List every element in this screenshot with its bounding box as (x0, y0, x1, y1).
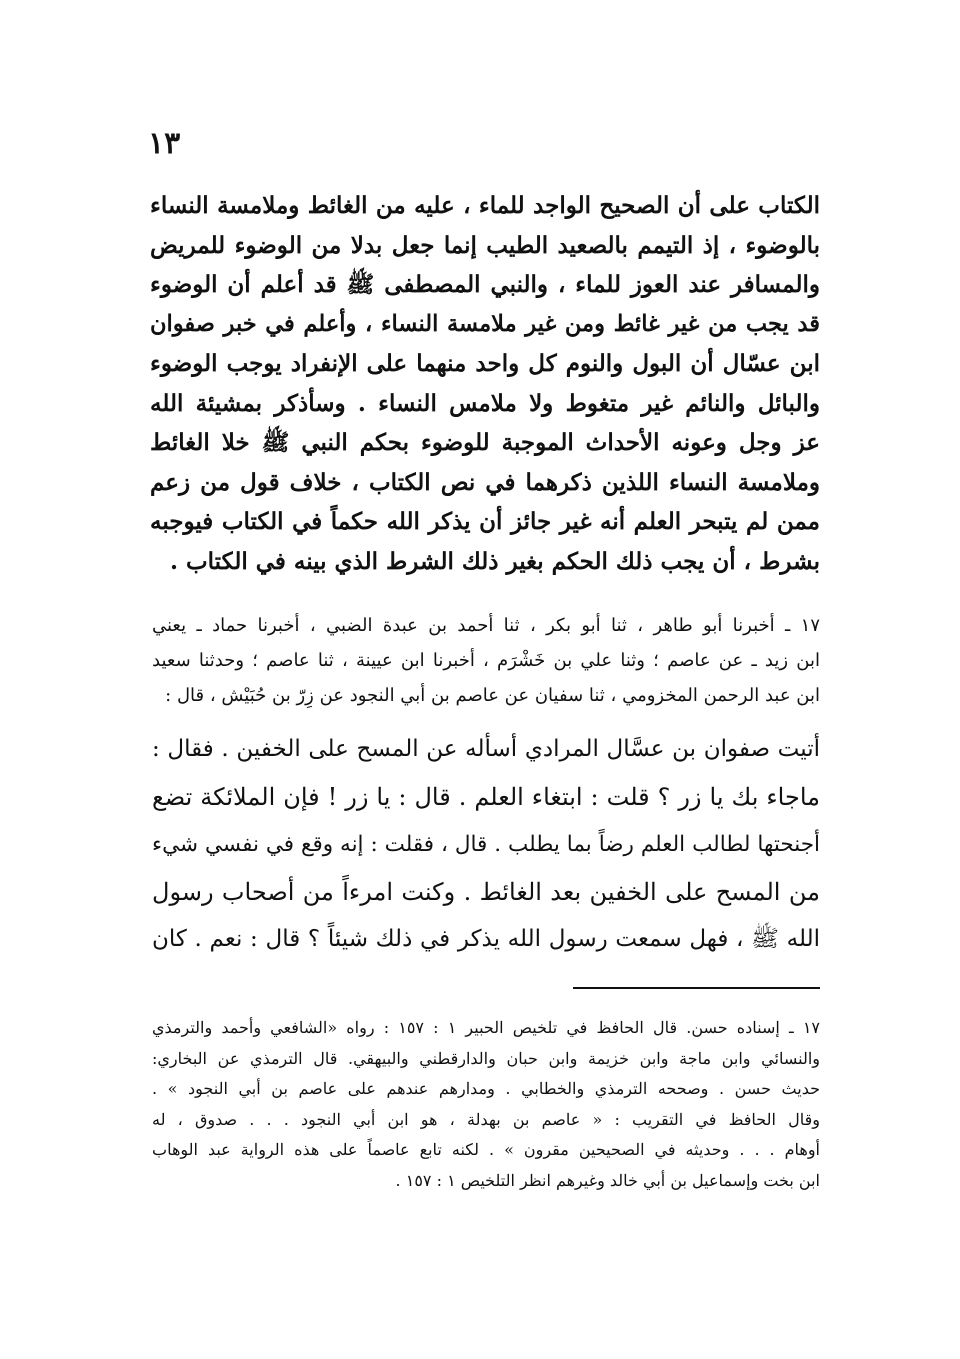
main-line: وملامسة النساء اللذين ذكرهما في نص الكتاب ، خلاف قول من زعم (150, 468, 820, 496)
footnote-line: أوهام . . . وحديثه في الصحيحين مقرون » . لكنه تابع عاصماً على هذه الرواية عبد الوهاب (152, 1140, 820, 1159)
hadith-isnad (152, 608, 820, 713)
hadith-line: أجنحتها لطالب العلم رضاً بما يطلب . قال ، فقلت : إنه وقع في نفسي شيء (152, 832, 820, 857)
isnad-line: ابن زيد ـ عن عاصم ؛ وثنا علي بن خَشْرَم ، أخبرنا ابن عيينة ، ثنا عاصم ؛ وحدثنا سعيد (152, 650, 820, 671)
footnote-line: وقال الحافظ في التقريب : « عاصم بن بهدلة ، هو ابن أبي النجود . . . صدوق ، له (152, 1109, 820, 1129)
footnote-line: حديث حسن . وصححه الترمذي والخطابي . ومدارهم عندهم على عاصم بن أبي النجود » . (152, 1079, 820, 1098)
isnad-line: ابن عبد الرحمن المخزومي ، ثنا سفيان عن عاصم بن أبي النجود عن زِرّ بن حُبَيْش ، قال : (165, 685, 820, 706)
footnote-separator (573, 987, 820, 989)
hadith-line: أتيت صفوان بن عسَّال المرادي أسأله عن المسح على الخفين . فقال : (152, 736, 820, 762)
page-number: ١٣ (148, 126, 181, 161)
main-line: بالوضوء ، إذ التيمم بالصعيد الطيب إنما جعل بدلا من الوضوء للمريض (150, 231, 820, 259)
footnote-line: ١٧ ـ إسناده حسن. قال الحافظ في تلخيص الحبير ١ : ١٥٧ : رواه «الشافعي وأحمد والترمذي (152, 1018, 820, 1037)
isnad-line: ١٧ ـ أخبرنا أبو طاهر ، ثنا أبو بكر ، ثنا أحمد بن عبدة الضبي ، أخبرنا حماد ـ يعني (152, 615, 820, 636)
hadith-line: الله ﷺ ، فهل سمعت رسول الله يذكر في ذلك شيئاً ؟ قال : نعم . كان (152, 926, 820, 952)
main-line: ممن لم يتبحر العلم أنه غير جائز أن يذكر الله حكماً في الكتاب فيوجبه (150, 508, 820, 535)
hadith-line: ماجاء بك يا زر ؟ قلت : ابتغاء العلم . قال : يا زر ! فإن الملائكة تضع (152, 782, 820, 811)
main-line: قد يجب من غير غائط ومن غير ملامسة النساء ، وأعلم في خبر صفوان (150, 310, 820, 337)
hadith-text (152, 726, 820, 964)
main-paragraph (150, 186, 820, 581)
hadith-line: من المسح على الخفين بعد الغائط . وكنت امرءاً من أصحاب رسول (152, 877, 820, 906)
footnote-line: والنسائي وابن ماجة وابن خزيمة وابن حبان والدارقطني والبيهقي. قال الترمذي عن البخاري: (152, 1048, 820, 1068)
main-line: عز وجل وعونه الأحداث الموجبة للوضوء بحكم النبي ﷺ خلا الغائط (150, 429, 820, 456)
main-line: والمسافر عند العوز للماء ، والنبي المصطفى ﷺ قد أعلم أن الوضوء (150, 271, 820, 298)
main-line: الكتاب على أن الصحيح الواجد للماء ، عليه من الغائط وملامسة النساء (150, 192, 820, 219)
main-line: والبائل والنائم غير متغوط ولا ملامس النساء . وسأذكر بمشيئة الله (150, 389, 820, 417)
main-line: ابن عسّال أن البول والنوم كل واحد منهما على الإنفراد يوجب الوضوء (150, 350, 820, 377)
footnote (152, 1013, 820, 1196)
footnote-line: ابن بخت وإسماعيل بن أبي خالد وغيرهم انظر التلخيص ١ : ١٥٧ . (395, 1170, 820, 1190)
main-line: بشرط ، أن يجب ذلك الحكم بغير ذلك الشرط الذي بينه في الكتاب . (170, 547, 820, 575)
